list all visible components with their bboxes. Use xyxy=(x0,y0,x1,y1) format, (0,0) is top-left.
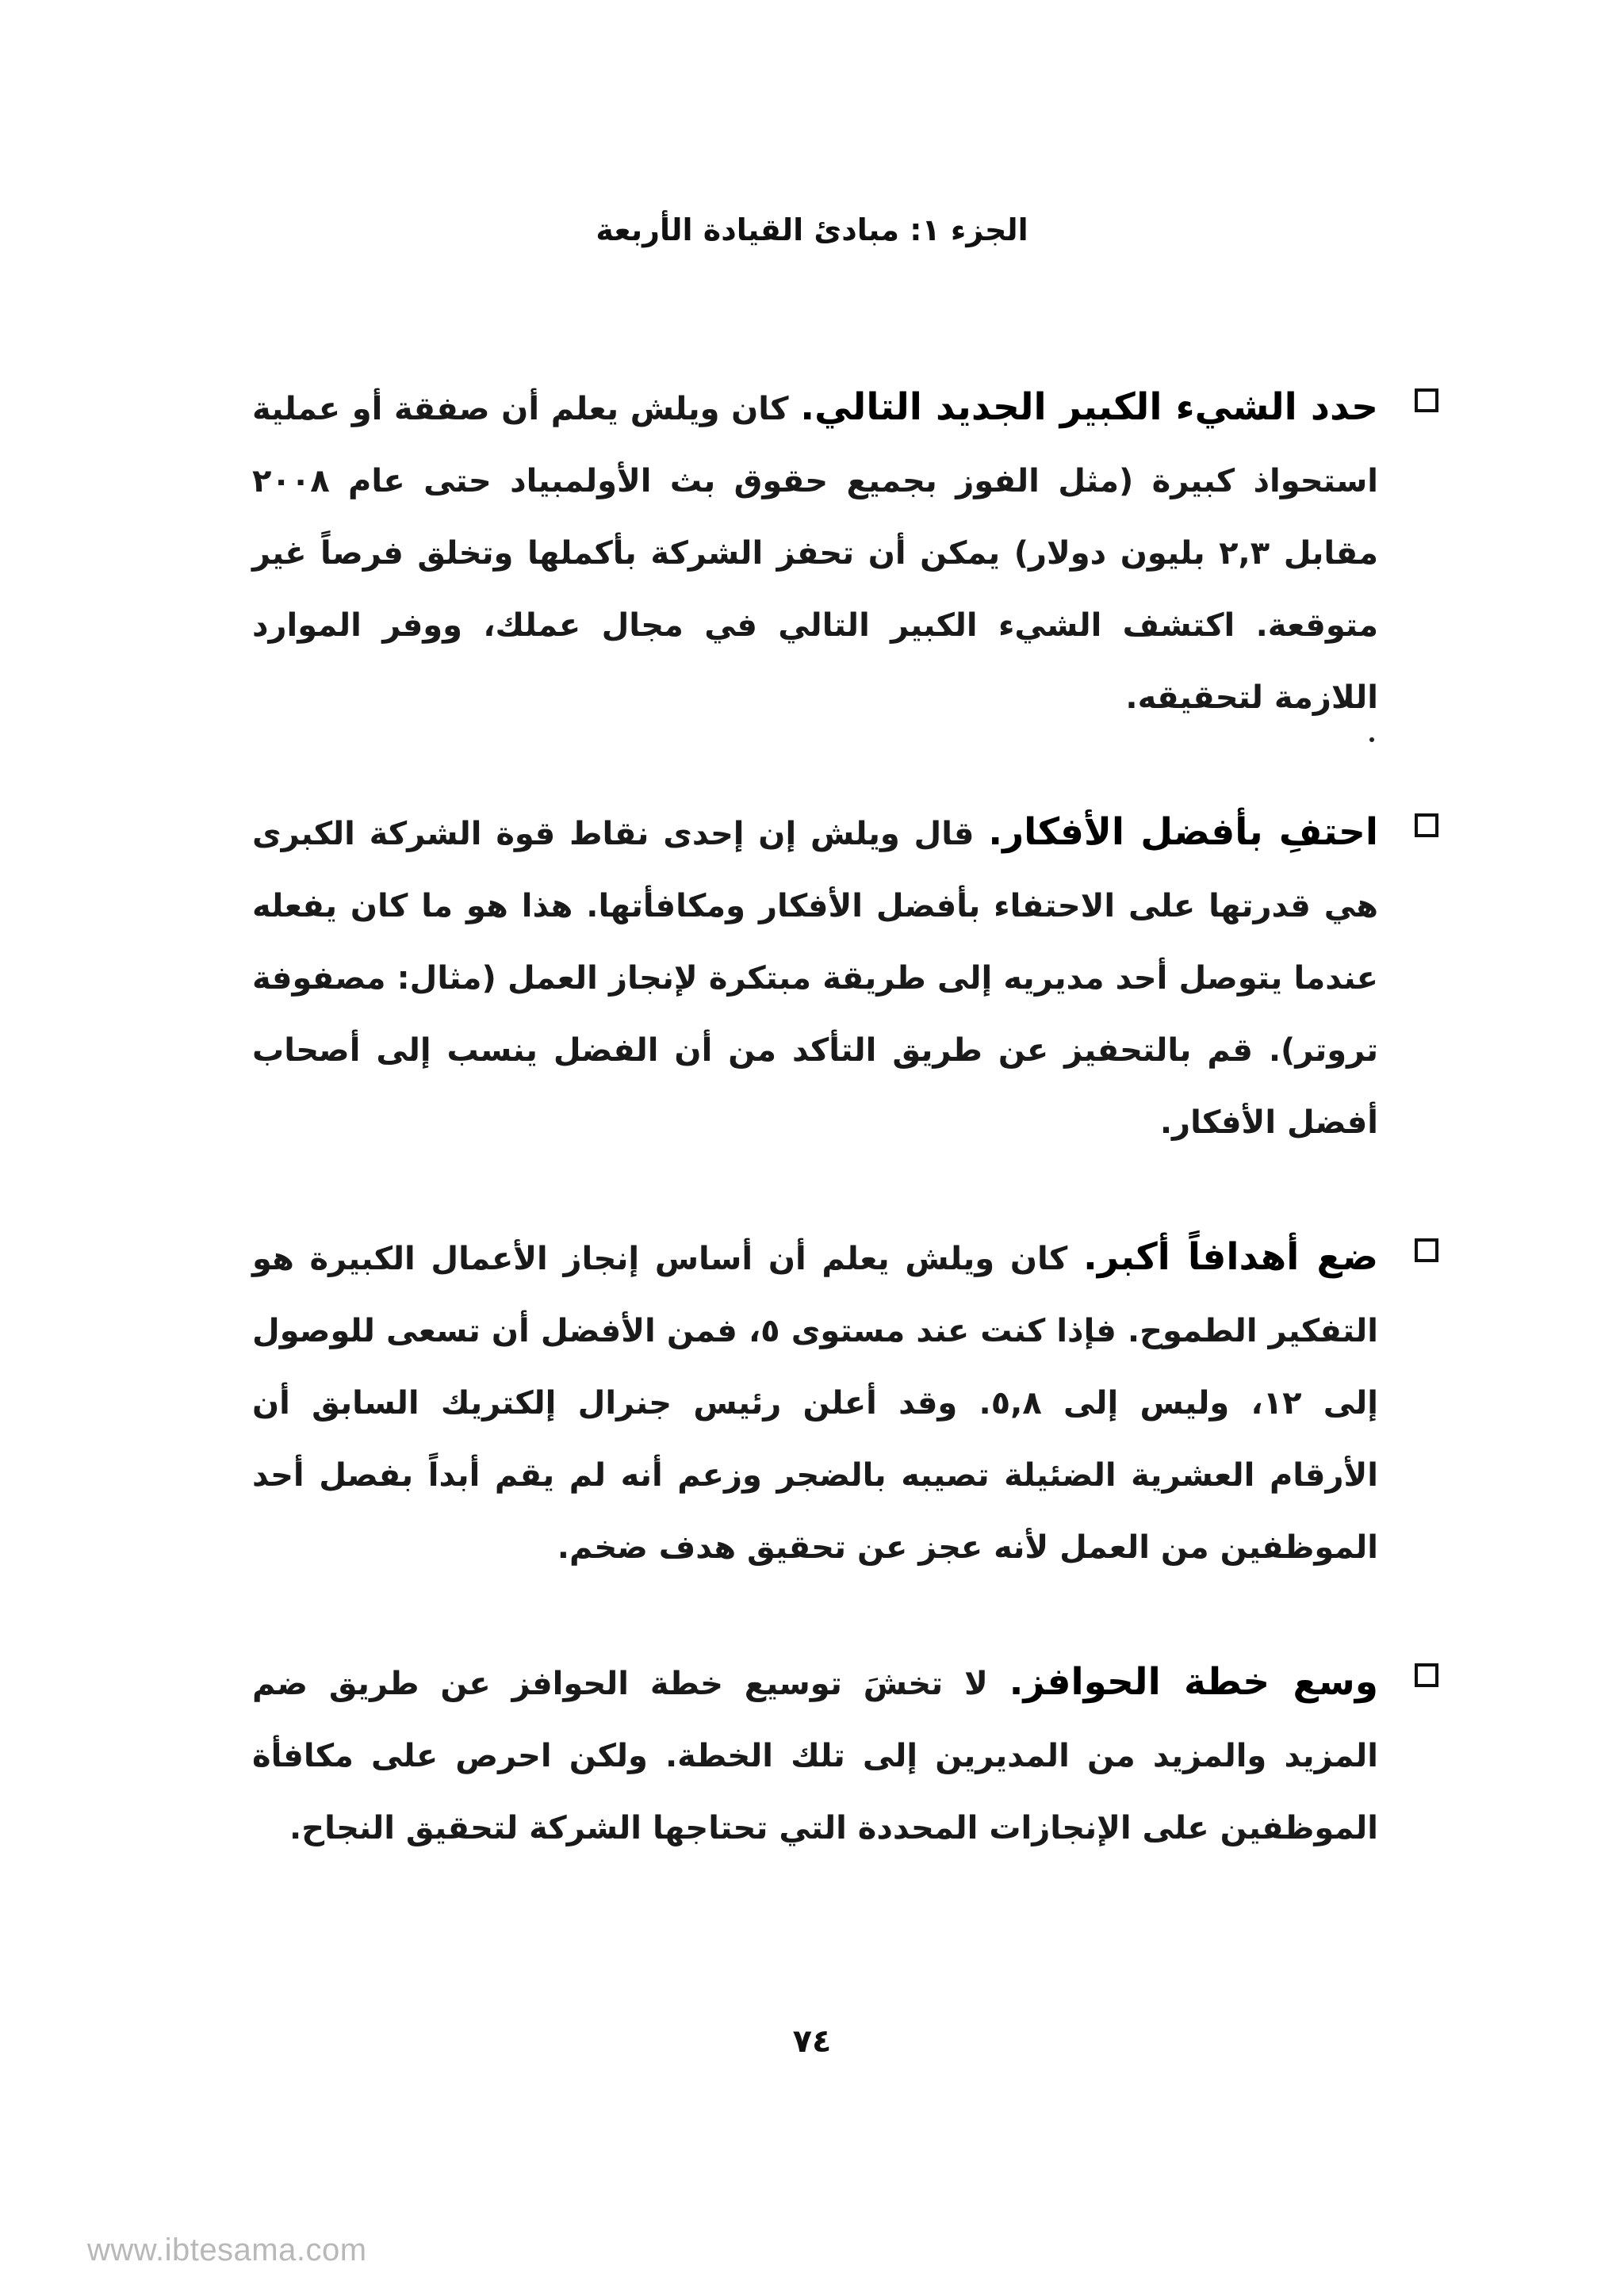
checkbox-square-icon xyxy=(1415,1238,1438,1262)
list-item xyxy=(252,1646,1378,1865)
item-body: لا تخشَ توسيع خطة الحوافز عن طريق ضم المزيد والمزيد من المديرين إلى تلك الخطة. ولكن احرص على مكافأة الموظفين على الإنجازات المحددة التي تحتاجها الشركة لتحقيق النجاح. xyxy=(252,1666,1378,1846)
list-item xyxy=(252,796,1378,1159)
item-body: قال ويلش إن إحدى نقاط قوة الشركة الكبرى هي قدرتها على الاحتفاء بأفضل الأفكار ومكافأتها. هذا هو ما كان يفعله عندما يتوصل أحد مديريه إلى طريقة مبتكرة لإنجاز العمل (مثال: مصفوفة تروتر). قم بالتحفيز عن طريق التأكد من أن الفضل ينسب إلى أصحاب أفضل الأفكار. xyxy=(252,816,1378,1141)
list-item xyxy=(252,1221,1378,1584)
item-body: كان ويلش يعلم أن أساس إنجاز الأعمال الكبيرة هو التفكير الطموح. فإذا كنت عند مستوى ٥، فمن الأفضل أن تسعى للوصول إلى ١٢، وليس إلى ٥,٨. وقد أعلن رئيس جنرال إلكتريك السابق أن الأرقام العشرية الضئيلة تصيبه بالضجر وزعم أنه لم يقم أبداً بفصل أحد الموظفين من العمل لأنه عجز عن تحقيق هدف ضخم. xyxy=(252,1241,1379,1566)
item-paragraph xyxy=(252,1221,1378,1584)
checkbox-square-icon xyxy=(1415,1663,1438,1687)
watermark-url[interactable]: www.ibtesama.com xyxy=(87,2233,367,2267)
item-paragraph xyxy=(252,371,1378,734)
page-number: ٧٤ xyxy=(792,2023,832,2060)
item-paragraph xyxy=(252,796,1378,1159)
item-paragraph xyxy=(252,1646,1378,1865)
item-body: كان ويلش يعلم أن صفقة أو عملية استحواذ كبيرة (مثل الفوز بجميع حقوق بث الأولمبياد حتى عام ٢٠٠٨ مقابل ٢,٣ بليون دولار) يمكن أن تحفز الشركة بأكملها وتخلق فرصاً غير متوقعة. اكتشف الشيء الكبير التالي في مجال عملك، ووفر الموارد اللازمة لتحقيقه. xyxy=(252,391,1378,716)
scan-speck xyxy=(1369,737,1374,742)
list-item xyxy=(252,371,1378,734)
item-lead: احتفِ بأفضل الأفكار. xyxy=(988,810,1378,854)
running-header: الجزء ١: مبادئ القيادة الأربعة xyxy=(596,212,1028,247)
bullet-list xyxy=(252,371,1378,1927)
item-lead: وسع خطة الحوافز. xyxy=(1009,1660,1378,1704)
checkbox-square-icon xyxy=(1415,813,1438,837)
checkbox-square-icon xyxy=(1415,388,1438,412)
item-lead: ضع أهدافاً أكبر. xyxy=(1083,1235,1378,1279)
item-lead: حدد الشيء الكبير الجديد التالي. xyxy=(800,385,1378,429)
